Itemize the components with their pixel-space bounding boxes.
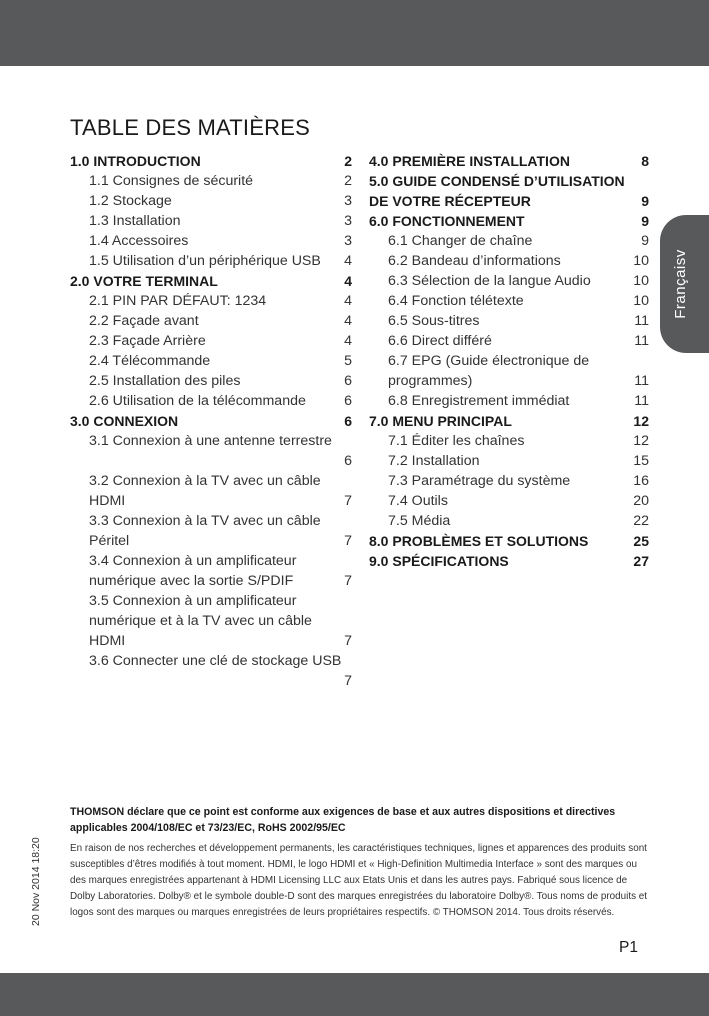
toc-entry xyxy=(369,311,649,331)
toc-entry-page: 12 xyxy=(633,413,649,429)
toc-entry-page: 27 xyxy=(633,553,649,569)
toc-entry xyxy=(369,331,649,351)
toc-entry-page: 11 xyxy=(634,313,649,329)
toc-entry xyxy=(369,551,649,571)
toc-entry-label: 3.1 Connexion à une antenne terrestre xyxy=(89,433,332,449)
legal-notice: En raison de nos recherches et développement permanents, les caractéristiques techniques, lignes et apparences des produits sont susceptibles d’êtres modifiés à tout moment. HDMI, le logo HDMI et « High-Definition Multimedia Interface » sont des marques ou des marques enregistrées appartenant à HDMI Licensing LLC aux Etats Unis et dans les autres pays. Fabriqué sous licence de Dolby Laboratories. Dolby® et le symbole double-D sont des marques enregistrées du laboratoire Dolby®. Tous noms de produits et logos sont des marques ou marques enregistrées de leurs propriétaires respectifs. © THOMSON 2014. Tous droits réservés. xyxy=(70,843,647,918)
toc-entry-page: 7 xyxy=(344,673,352,689)
toc-entry-page: 3 xyxy=(344,193,352,209)
conformity-declaration xyxy=(70,804,650,836)
toc-entry-label: 2.3 Façade Arrière xyxy=(89,333,206,349)
toc-entry-label: 7.0 MENU PRINCIPAL xyxy=(369,413,512,429)
toc-entry-label: 1.2 Stockage xyxy=(89,193,172,209)
toc-entry xyxy=(369,491,649,511)
toc-entry-label: 6.6 Direct différé xyxy=(388,333,492,349)
toc-entry-label: 1.3 Installation xyxy=(89,213,181,229)
toc-entry xyxy=(369,391,649,411)
toc-entry-label: 6.0 FONCTIONNEMENT xyxy=(369,213,525,229)
language-tab-label: Françaisv xyxy=(672,249,689,319)
toc-entry xyxy=(70,371,352,391)
toc-entry-page: 5 xyxy=(344,353,352,369)
toc-entry xyxy=(369,431,649,451)
toc-entry-label: 1.0 INTRODUCTION xyxy=(70,153,201,169)
page-number: P1 xyxy=(619,939,638,956)
toc-entry-label: 2.6 Utilisation de la télécommande xyxy=(89,393,306,409)
toc-entry-label: 1.1 Consignes de sécurité xyxy=(89,173,254,189)
toc-entry xyxy=(70,471,352,511)
toc-entry xyxy=(369,151,649,171)
toc-entry-label: 8.0 PROBLÈMES ET SOLUTIONS xyxy=(369,533,589,549)
toc-entry xyxy=(369,231,649,251)
toc-entry-page: 6 xyxy=(344,453,352,469)
toc-entry xyxy=(70,271,352,291)
toc-entry xyxy=(369,511,649,531)
toc-entry-label: 6.7 EPG (Guide électronique de programmes) xyxy=(388,353,590,389)
toc-entry xyxy=(70,191,352,211)
toc-entry xyxy=(70,211,352,231)
toc-entry xyxy=(70,251,352,271)
toc-entry xyxy=(70,391,352,411)
toc-entry xyxy=(369,171,649,211)
toc-entry xyxy=(70,651,352,691)
toc-left-column xyxy=(70,151,352,691)
toc-entry xyxy=(369,531,649,551)
page-title: TABLE DES MATIÈRES xyxy=(70,115,310,140)
toc-entry xyxy=(369,271,649,291)
toc-entry-label: 6.8 Enregistrement immédiat xyxy=(388,393,570,409)
toc-entry-page: 6 xyxy=(344,413,352,429)
toc-entry xyxy=(70,331,352,351)
toc-entry-page: 7 xyxy=(344,633,352,649)
toc-entry-label: 6.5 Sous-titres xyxy=(388,313,480,329)
toc-entry-label: 7.2 Installation xyxy=(388,453,480,469)
toc-entry-label: 1.4 Accessoires xyxy=(89,233,189,249)
toc-entry-page: 7 xyxy=(344,533,352,549)
toc-entry-label: 3.6 Connecter une clé de stockage USB xyxy=(89,653,342,669)
toc-entry-label: 7.3 Paramétrage du système xyxy=(388,473,571,489)
toc-entry xyxy=(70,171,352,191)
toc-entry xyxy=(70,351,352,371)
toc-entry xyxy=(70,411,352,431)
toc-entry xyxy=(70,291,352,311)
toc-entry-label: 2.2 Façade avant xyxy=(89,313,199,329)
toc-entry-page: 10 xyxy=(633,273,649,289)
top-bar xyxy=(0,0,709,66)
toc-entry xyxy=(369,291,649,311)
toc-entry-page: 10 xyxy=(633,293,649,309)
toc-entry-page: 7 xyxy=(344,573,352,589)
toc-entry-page: 15 xyxy=(633,453,649,469)
toc-entry xyxy=(369,471,649,491)
toc-entry-page: 6 xyxy=(344,373,352,389)
toc-entry-label: 3.2 Connexion à la TV avec un câble HDMI xyxy=(89,473,321,509)
toc-entry-page: 20 xyxy=(633,493,649,509)
toc-entry xyxy=(369,251,649,271)
print-stamp: 20 Nov 2014 18:20 xyxy=(30,837,42,926)
toc-entry-page: 16 xyxy=(633,473,649,489)
toc-entry-page: 25 xyxy=(633,533,649,549)
toc-entry-page: 3 xyxy=(344,233,352,249)
toc-entry-page: 8 xyxy=(641,153,649,169)
language-tab xyxy=(660,215,709,353)
toc-entry-page: 2 xyxy=(344,153,352,169)
toc-entry-label: 9.0 SPÉCIFICATIONS xyxy=(369,553,509,569)
toc-entry xyxy=(369,351,649,391)
toc-entry-page: 10 xyxy=(633,253,649,269)
toc-entry-page: 9 xyxy=(641,193,649,209)
toc-entry-label: 3.3 Connexion à la TV avec un câble Péritel xyxy=(89,513,321,549)
toc-entry-label: 7.4 Outils xyxy=(388,493,448,509)
toc-entry-label: 5.0 GUIDE CONDENSÉ D’UTILISATION DE VOTRE RÉCEPTEUR xyxy=(369,173,625,209)
toc-entry-label: 6.1 Changer de chaîne xyxy=(388,233,533,249)
toc-entry xyxy=(369,411,649,431)
toc-entry-page: 4 xyxy=(344,253,352,269)
toc-entry-page: 9 xyxy=(641,213,649,229)
toc-entry xyxy=(70,231,352,251)
toc-entry-label: 6.3 Sélection de la langue Audio xyxy=(388,273,591,289)
toc-right-column xyxy=(369,151,649,571)
toc-entry-label: 3.5 Connexion à un amplificateur numérique et à la TV avec un câble HDMI xyxy=(89,593,312,649)
toc-entry-page: 11 xyxy=(634,333,649,349)
toc-entry-page: 7 xyxy=(344,493,352,509)
toc-entry-page: 9 xyxy=(641,233,649,249)
toc-entry-label: 1.5 Utilisation d’un périphérique USB xyxy=(89,253,321,269)
toc-entry-label: 6.4 Fonction télétexte xyxy=(388,293,524,309)
toc-entry xyxy=(70,511,352,551)
toc-entry-label: 2.5 Installation des piles xyxy=(89,373,241,389)
toc-entry-page: 22 xyxy=(633,513,649,529)
toc-entry xyxy=(70,311,352,331)
toc-entry-label: 3.4 Connexion à un amplificateur numérique avec la sortie S/PDIF xyxy=(89,553,297,589)
toc-entry xyxy=(369,211,649,231)
toc-entry-label: 2.0 VOTRE TERMINAL xyxy=(70,273,218,289)
toc-entry-page: 11 xyxy=(634,373,649,389)
toc-entry-label: 4.0 PREMIÈRE INSTALLATION xyxy=(369,153,570,169)
toc-entry-page: 3 xyxy=(344,213,352,229)
toc-entry-page: 11 xyxy=(634,393,649,409)
toc-entry xyxy=(70,551,352,591)
toc-entry xyxy=(70,151,352,171)
declaration-text: THOMSON déclare que ce point est conforme aux exigences de base et aux autres dispositions et directives applicables 2004/108/EC et 73/23/EC, RoHS 2002/95/EC xyxy=(70,806,616,834)
toc-entry-page: 6 xyxy=(344,393,352,409)
toc-entry-page: 4 xyxy=(344,293,352,309)
toc-entry xyxy=(70,431,352,471)
bottom-bar xyxy=(0,973,709,1016)
toc-entry-page: 4 xyxy=(344,333,352,349)
toc-entry-page: 4 xyxy=(344,313,352,329)
toc-entry-label: 3.0 CONNEXION xyxy=(70,413,179,429)
toc-entry-label: 6.2 Bandeau d’informations xyxy=(388,253,561,269)
toc-entry-page: 12 xyxy=(633,433,649,449)
toc-entry-label: 7.1 Éditer les chaînes xyxy=(388,433,525,449)
toc-entry-page: 4 xyxy=(344,273,352,289)
toc-entry xyxy=(70,591,352,651)
toc-entry-label: 2.1 PIN PAR DÉFAUT: 1234 xyxy=(89,293,267,309)
toc-entry xyxy=(369,451,649,471)
toc-entry-page: 2 xyxy=(344,173,352,189)
toc-entry-label: 7.5 Média xyxy=(388,513,451,529)
toc-entry-label: 2.4 Télécommande xyxy=(89,353,211,369)
